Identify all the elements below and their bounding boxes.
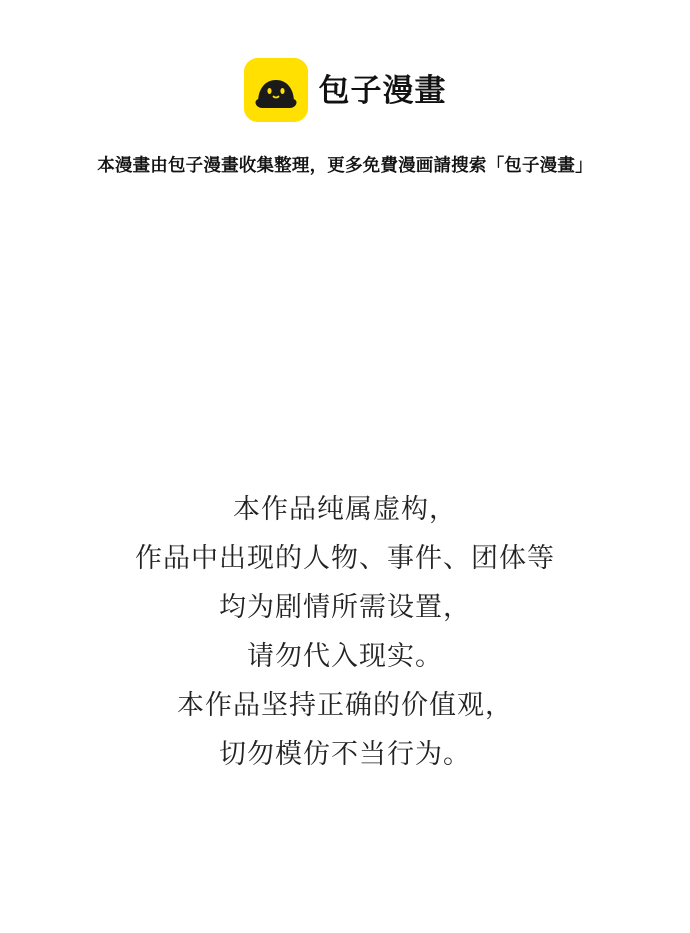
disclaimer-line: 切勿模仿不当行为。 [219,739,471,769]
brand-header [244,58,447,122]
brand-name: 包子漫畫 [318,72,447,108]
disclaimer-line: 本作品坚持正确的价值观， [177,690,513,720]
disclaimer-line: 本作品纯属虚构， [233,494,457,524]
disclaimer-line: 请勿代入现实。 [247,641,443,671]
disclaimer-block [0,485,690,779]
disclaimer-line: 作品中出现的人物、事件、团体等 [135,543,555,573]
collection-notice: 本漫畫由包子漫畫收集整理，更多免費漫画請搜索「包子漫畫」 [97,155,593,175]
baozi-bun-icon [244,58,308,122]
disclaimer-line: 均为剧情所需设置， [219,592,471,622]
